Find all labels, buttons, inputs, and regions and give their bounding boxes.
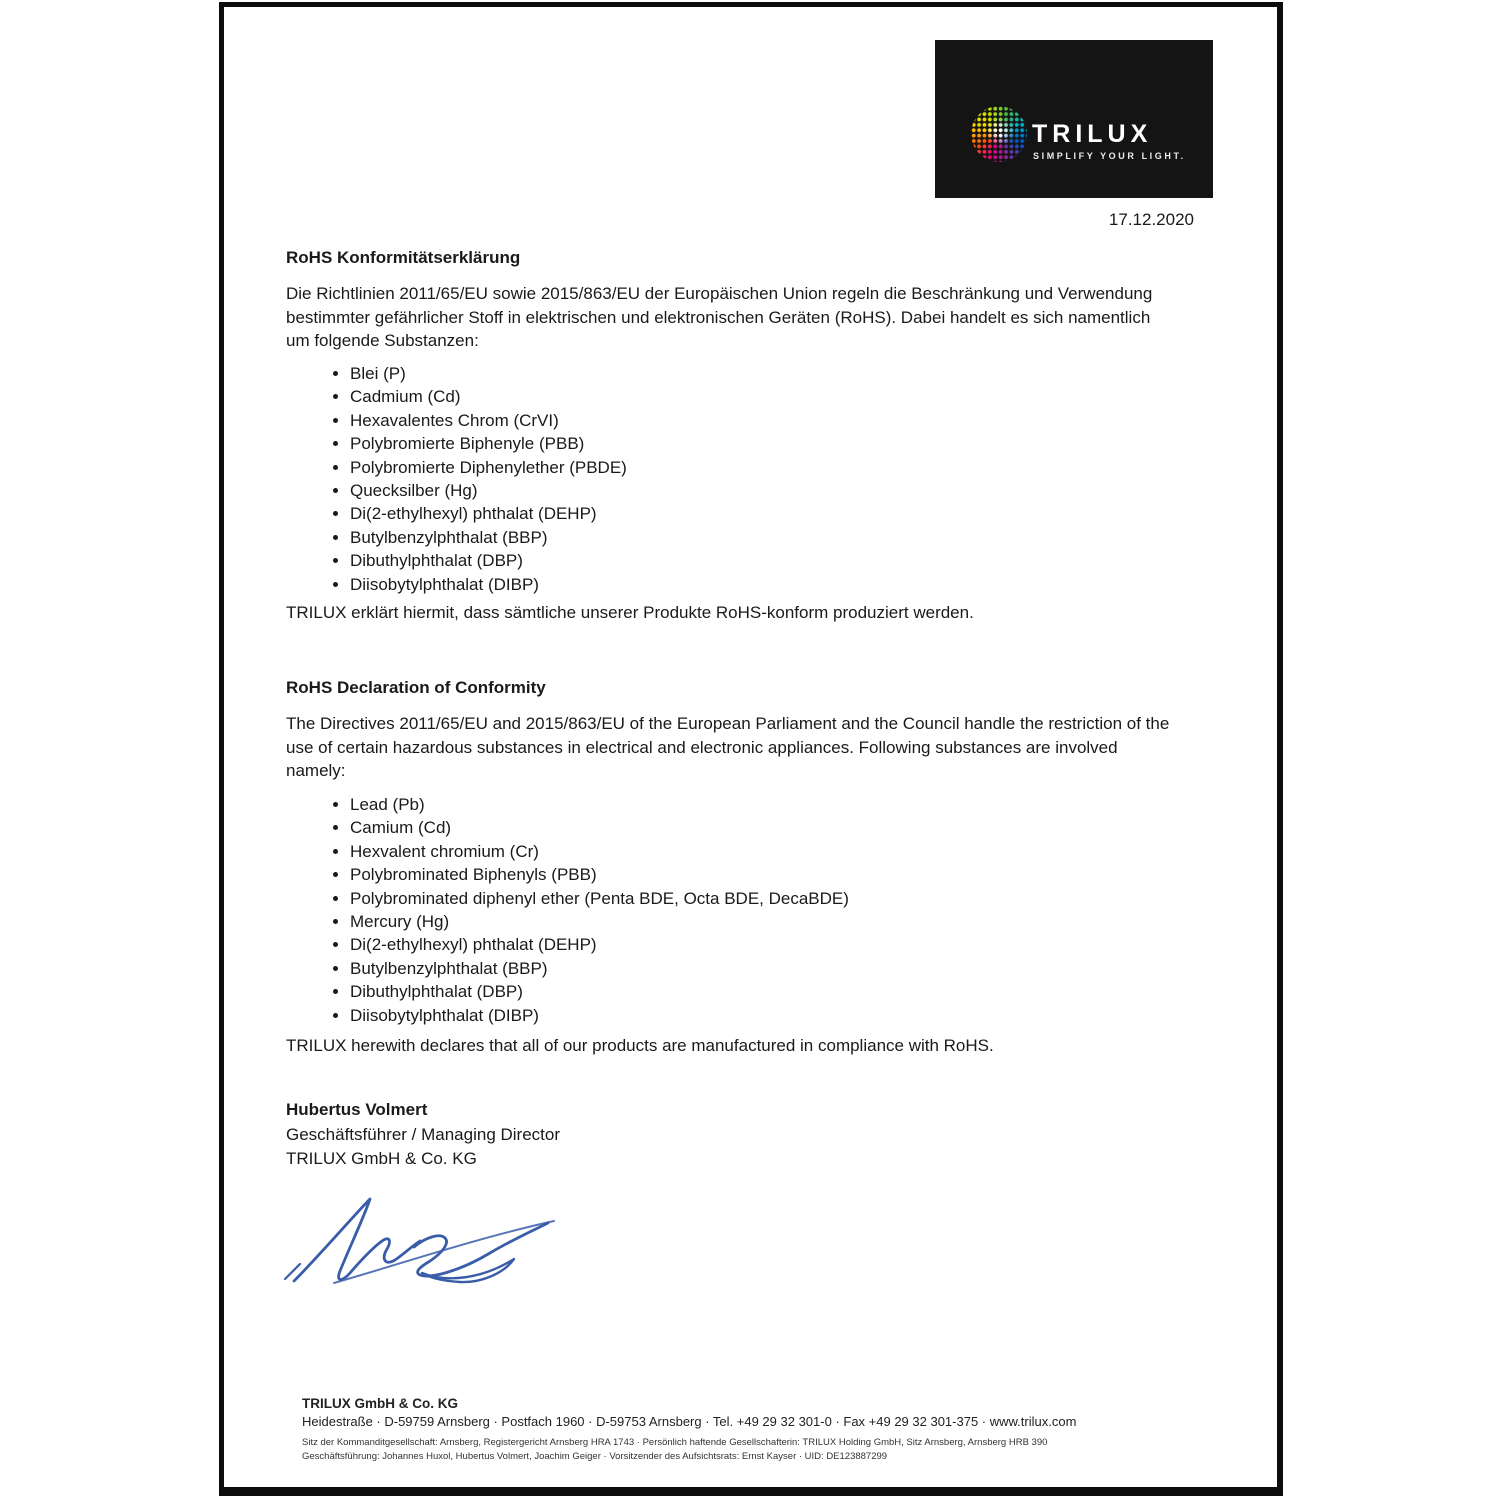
german-intro-line: bestimmter gefährlicher Stoff in elektrischen und elektronischen Geräten (RoHS). Dabei handelt es sich namentlich xyxy=(286,307,1151,327)
trilux-tagline: SIMPLIFY YOUR LIGHT. xyxy=(1033,151,1186,161)
substance-item: • Di(2-ethylhexyl) phthalat (DEHP) xyxy=(350,933,1258,956)
substance-item: • Polybrominated diphenyl ether (Penta BDE, Octa BDE, DecaBDE) xyxy=(350,887,1258,910)
substance-item: • Quecksilber (Hg) xyxy=(350,479,1258,502)
german-intro-line: Die Richtlinien 2011/65/EU sowie 2015/863/EU der Europäischen Union regeln die Beschränkung und Verwendung xyxy=(286,284,1153,303)
substance-item: • Hexavalentes Chrom (CrVI) xyxy=(350,409,1258,432)
english-intro-line: namely: xyxy=(286,761,346,780)
signatory-block xyxy=(286,1098,1194,1172)
german-intro xyxy=(286,282,1194,353)
document-page xyxy=(219,2,1283,1496)
substance-item: • Diisobytylphthalat (DIBP) xyxy=(350,1004,1258,1027)
signature-svg xyxy=(282,1193,562,1288)
substance-item: • Dibuthylphthalat (DBP) xyxy=(350,549,1258,572)
signatory-company: TRILUX GmbH & Co. KG xyxy=(286,1149,477,1168)
german-closing: TRILUX erklärt hiermit, dass sämtliche unserer Produkte RoHS-konform produziert werden. xyxy=(286,603,974,622)
substance-item: • Butylbenzylphthalat (BBP) xyxy=(350,957,1258,980)
english-intro xyxy=(286,712,1194,783)
signatory-title: Geschäftsführer / Managing Director xyxy=(286,1124,561,1144)
english-substance-list xyxy=(286,793,1258,1027)
footer-legal-line: Geschäftsführung: Johannes Huxol, Hubertus Volmert, Joachim Geiger · Vorsitzender des Aufsichtsrats: Ernst Kayser · UID: DE123887299 xyxy=(302,1451,888,1462)
footer-address: Heidestraße · D-59759 Arnsberg · Postfach 1960 · D-59753 Arnsberg · Tel. +49 29 32 301-0 · Fax +49 29 32 301-375 · www.trilux.com xyxy=(302,1414,1077,1429)
trilux-globe-icon xyxy=(971,106,1027,162)
substance-item: • Butylbenzylphthalat (BBP) xyxy=(350,526,1258,549)
document-date: 17.12.2020 xyxy=(1108,210,1194,229)
german-substance-list xyxy=(286,362,1258,596)
english-closing: TRILUX herewith declares that all of our products are manufactured in compliance with RoHS. xyxy=(286,1036,994,1055)
substance-item: • Di(2-ethylhexyl) phthalat (DEHP) xyxy=(350,502,1258,525)
english-intro-line: use of certain hazardous substances in electrical and electronic appliances. Following substances are involved xyxy=(286,737,1118,757)
substance-item: • Polybromierte Diphenylether (PBDE) xyxy=(350,456,1258,479)
substance-item: • Polybromierte Biphenyle (PBB) xyxy=(350,432,1258,455)
trilux-logo xyxy=(935,40,1213,198)
trilux-wordmark: TRILUX xyxy=(1032,120,1153,148)
german-intro-line: um folgende Substanzen: xyxy=(286,331,479,350)
substance-item: • Blei (P) xyxy=(350,362,1258,385)
footer-legal xyxy=(302,1436,1202,1464)
english-heading: RoHS Declaration of Conformity xyxy=(286,678,546,697)
signatory-name: Hubertus Volmert xyxy=(286,1100,428,1119)
german-heading: RoHS Konformitätserklärung xyxy=(286,248,521,267)
page-content xyxy=(224,7,1277,1487)
signature-image xyxy=(282,1193,562,1288)
footer-legal-line: Sitz der Kommanditgesellschaft: Arnsberg, Registergericht Arnsberg HRA 1743 · Persönlich haftende Gesellschafterin: TRILUX Holding GmbH, Sitz Arnsberg, Arnsberg HRB 390 xyxy=(302,1437,1048,1448)
substance-item: • Cadmium (Cd) xyxy=(350,385,1258,408)
substance-item: • Diisobytylphthalat (DIBP) xyxy=(350,573,1258,596)
substance-item: • Camium (Cd) xyxy=(350,816,1258,839)
english-intro-line: The Directives 2011/65/EU and 2015/863/EU of the European Parliament and the Council handle the restriction of the xyxy=(286,714,1170,733)
substance-item: • Lead (Pb) xyxy=(350,793,1258,816)
footer-company: TRILUX GmbH & Co. KG xyxy=(302,1396,458,1411)
substance-item: • Mercury (Hg) xyxy=(350,910,1258,933)
substance-item: • Hexvalent chromium (Cr) xyxy=(350,840,1258,863)
substance-item: • Polybrominated Biphenyls (PBB) xyxy=(350,863,1258,886)
substance-item: • Dibuthylphthalat (DBP) xyxy=(350,980,1258,1003)
